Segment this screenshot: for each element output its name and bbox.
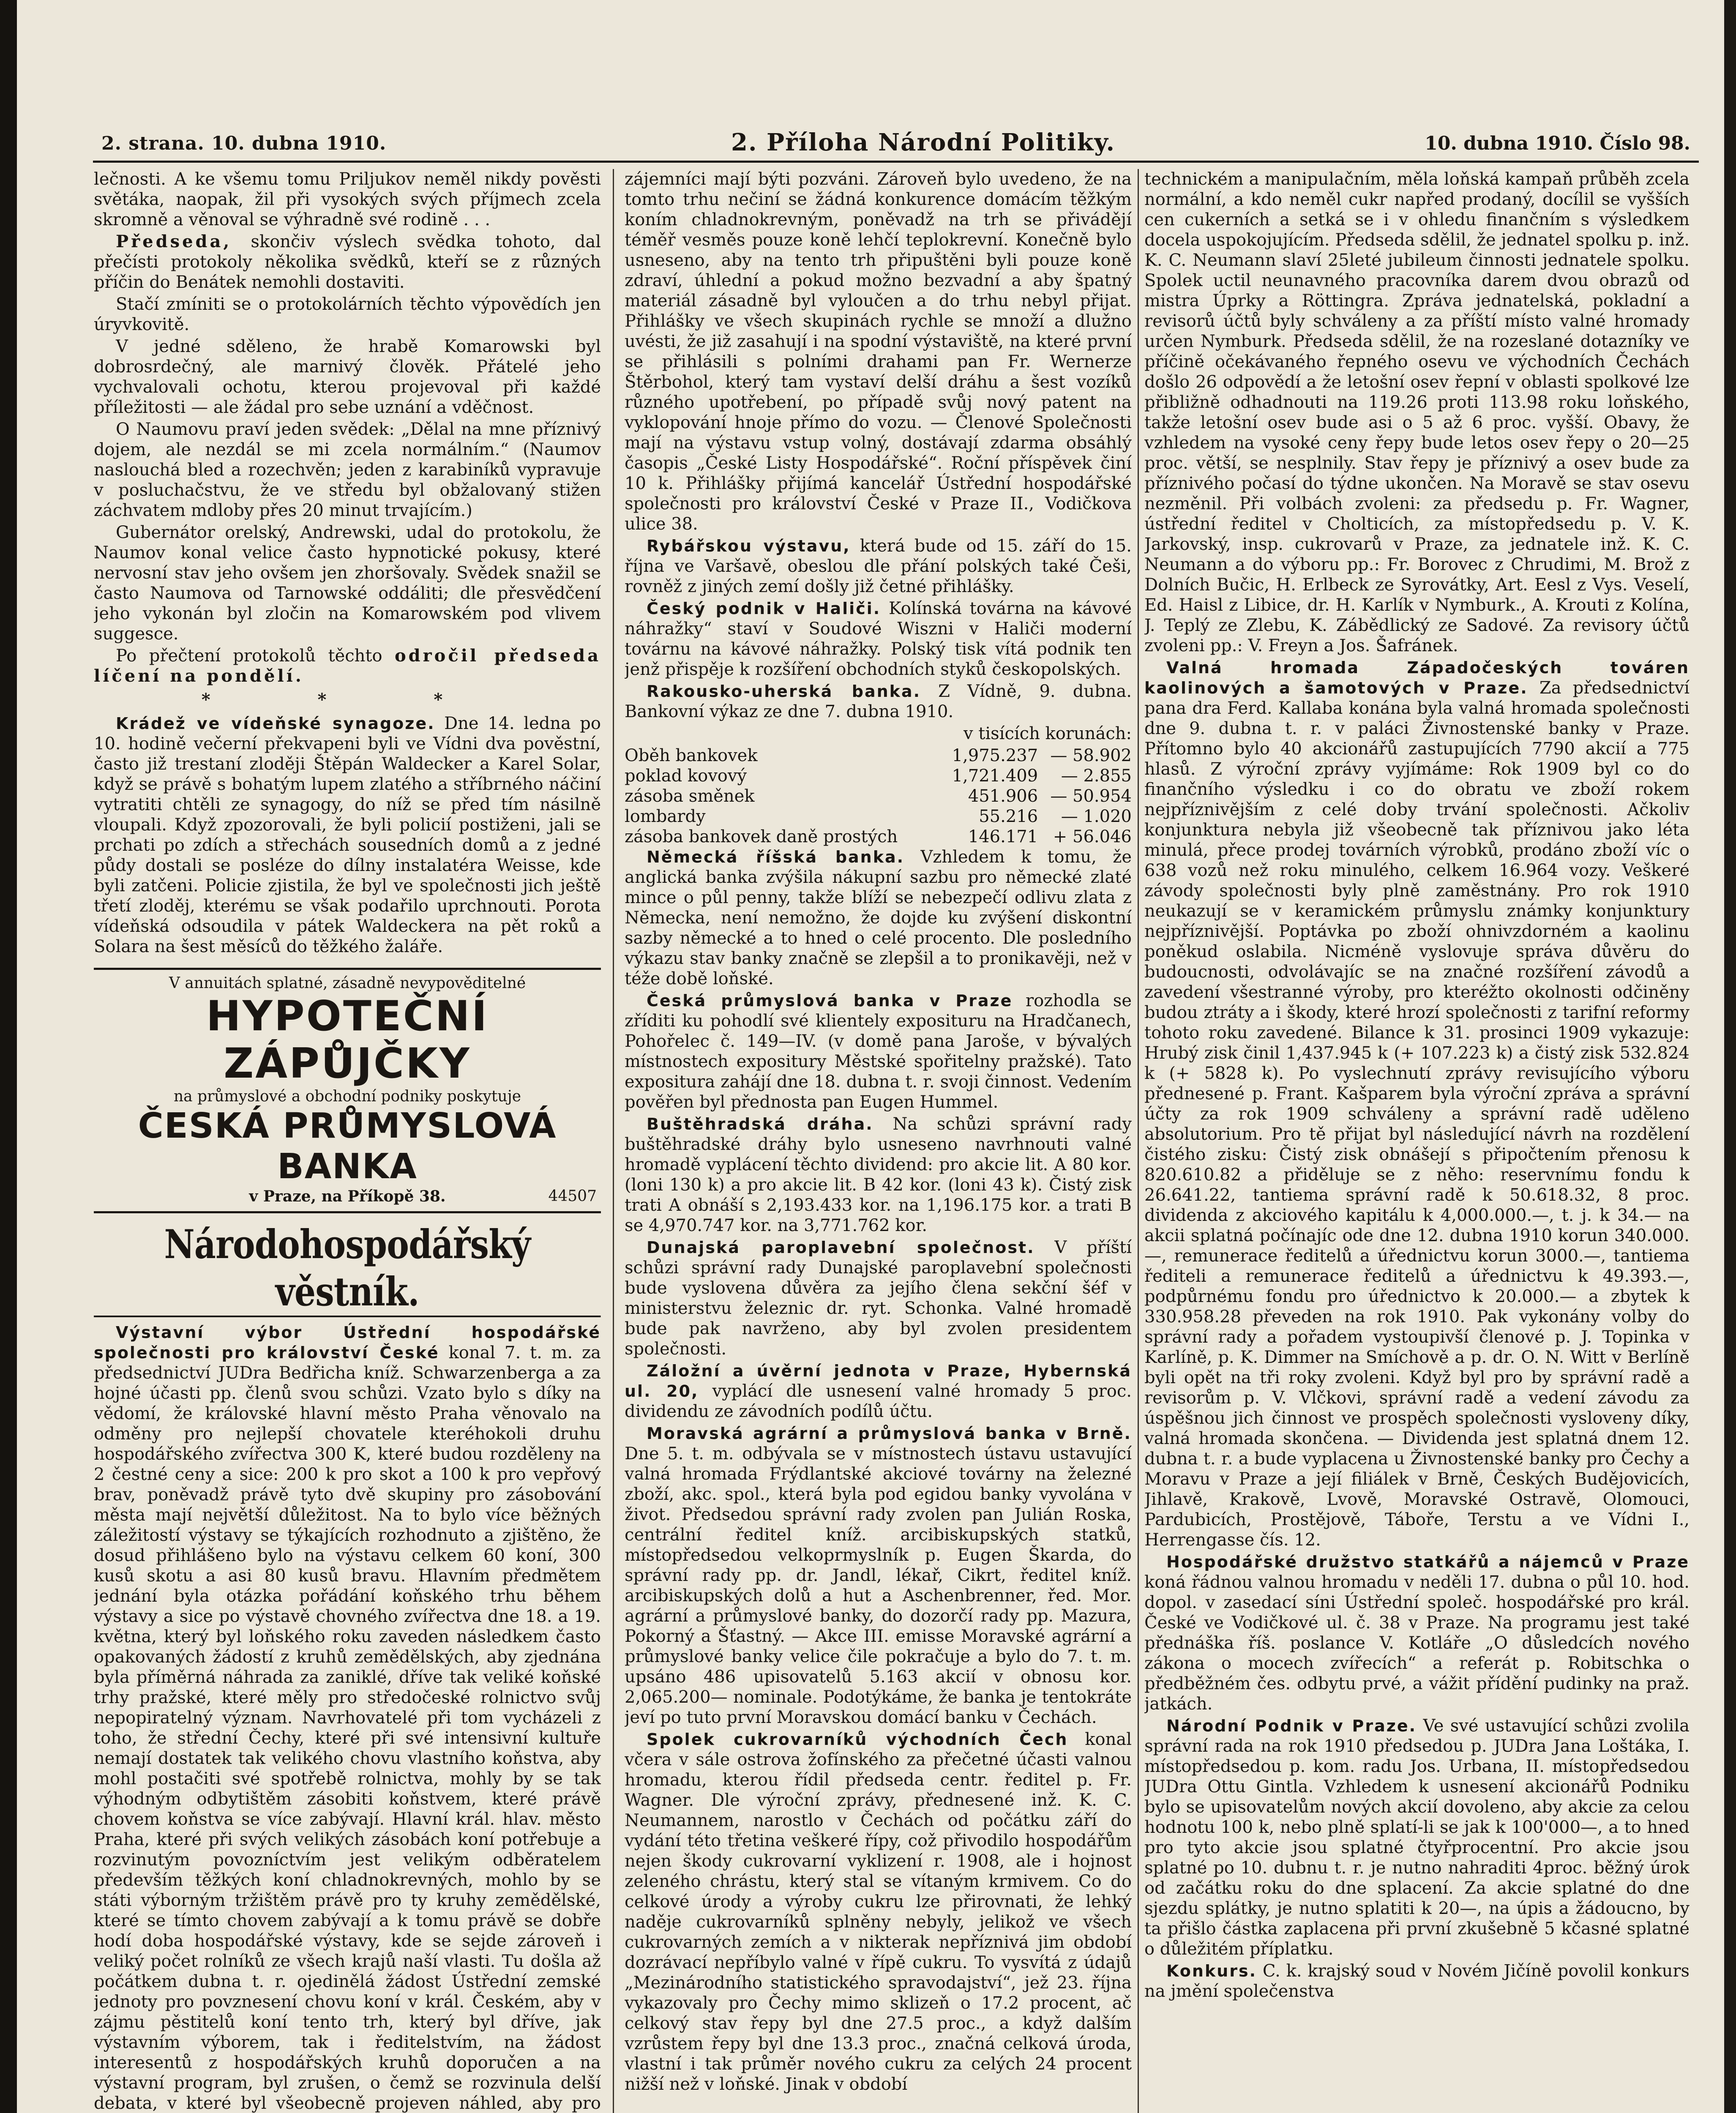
ad-address: v Praze, na Příkopě 38. 44507 bbox=[249, 1188, 597, 1205]
ad-headline: HYPOTEČNÍ ZÁPŮJČKY bbox=[206, 992, 489, 1088]
news-item: Dunajská paroplavební společnost. V příští schůzi správní rady Dunajské paroplavební společnosti bude vyslovena důvěra za jejího člena sekční šéf v ministerstvu železnic dr. ryt. Schonka. Valné hromadě bude pak navrženo, aby byl zvolen presidentem společnosti. bbox=[625, 1238, 1132, 1359]
article-paragraph: Stačí zmíniti se o protokolárních těchto výpovědích jen úryvkovitě. bbox=[94, 295, 601, 334]
table-units: v tisících korunách: bbox=[963, 724, 1132, 743]
news-item-title: Valná hromada Západočeských továren kaolinových a šamotových v Praze. bbox=[1144, 658, 1690, 697]
news-item-title: Německá říšská banka. bbox=[647, 848, 905, 866]
news-item: Spolek cukrovarníků východních Čech konal včera v sále ostrova žofínského za přečetné účasti valnou hromadu, kterou řídil předseda centr. ředitel p. Fr. Wagner. Dle výroční zprávy, přednesené inž. K. C. Neumannem, narostlo v Čechách od počátku září do vydání této třetina veškeré řípy, což přivodilo hospodářům nejen škody cukrovarní vyklizení r. 1908, ale i hojnost zeleného chrástu, který stal se vítaným krmivem. Co do celkové úrody a výroby cukru lze přirovnati, že lehký naděje cukrovarníků splněny nebyly, jelikož ve všech cukrovarných zemích a v nikterak nepříznivá jim období dozrávací nepříbylo valné v řípě cukru. To vysvítá z údajů „Mezinárodního statistického spravodajství“, jež 23. října vykazovaly pro Čechy mimo sklizeň o 17.2 procent, ač celkový stav řepy byl dne 27.5 proc., a když dalším vzrůstem řepy byl dne 13.3 proc., značná celková úroda, vlastní i tak průměr nového cukru za celých 24 procent nižší než v loňské. Jinak v období bbox=[625, 1730, 1132, 2094]
news-item-title: Moravská agrární a průmyslová banka v Brně. bbox=[647, 1424, 1132, 1443]
news-item: Moravská agrární a průmyslová banka v Brně. Dne 5. t. m. odbývala se v místnostech ústavu ustavující valná hromada Frýdlantské akciové továrny na železné zboží, akc. spol., která byla pod egidou banky vyvolána v život. Předsedou správní rady zvolen pan Julián Roska, centrální ředitel kníž. arcibiskupských statků, místopředsedou velkoprmyslník p. Eugen Škarda, do správní rady pp. dr. Jandl, lékař, Cikrt, ředitel kníž. arcibiskupských dolů a hut a Aschenbrenner, řed. Mor. agrární a průmyslové banky, do dozorčí rady pp. Mazura, Pokorný a Šťastný. — Akce III. emisse Moravské agrární a průmyslové banky velice čile pokračuje a bylo do 7. t. m. upsáno 486 upisovatelů 5.163 akcií v obnosu kor. 2,065.200— nominale. Podotýkáme, že banka je tentokráte jeví po tuto první Moravskou domácí banku v Čechách. bbox=[625, 1424, 1132, 1727]
news-item-title: Buštěhradská dráha. bbox=[647, 1115, 873, 1133]
column-divider bbox=[1138, 169, 1139, 2113]
news-item: Rakousko-uherská banka. Z Vídně, 9. dubna. Bankovní výkaz ze dne 7. dubna 1910. bbox=[625, 682, 1132, 721]
news-item: Česká průmyslová banka v Praze rozhodla se zříditi ku pohodlí své klientely exposituru na Hradčanech, Pohořelec č. 149—IV. (v domě pana Jaroše, v bývalých místnostech expositury Městské spořitelny pražské). Tato expositura zahájí dne 18. dubna t. r. svoji činnost. Vedením pověřen byl přednosta pan Eugen Hummel. bbox=[625, 991, 1132, 1112]
news-item: Valná hromada Západočeských továren kaolinových a šamotových v Praze. Za předsednictví pana dra Ferd. Kallaba konána byla valná hromada společnosti dne 9. dubna t. r. v paláci Živnostenské banky v Praze. Přítomno bylo 40 akcionářů zastupujících 7790 akcií a 775 hlasů. Z výroční zprávy vyjímáme: Rok 1909 byl co do finančního výsledku i co do obratu ve zboží rokem nejpříznivějším z celé doby trvání společnosti. Ačkoliv konjunktura nebyla již všeobecně tak příznivou jako léta minulá, přece prodej továrních výrobků, prodáno zboží víc o 638 vozů než roku minulého, celkem 16.964 vozy. Veškeré závody společnosti byly plně zaměstnány. Pro rok 1910 neukazují se v keramickém průmyslu známky konjunktury nejpříznivější. Poptávka po zboží ohnivzdorném a kaolinu poněkud oslabila. Nicméně vyslovuje správa důvěru do budoucnosti, odvolávajíc se na značné rozšíření závodů a zavedení všestranné výroby, pro kteréžto okolnosti odčiněny budou ztráty a i škody, které hrozí společnosti z tarifní reformy tohoto roku zavedené. Bilance k 31. prosinci 1909 vykazuje: Hrubý zisk činil 1,437.945 k (+ 107.223 k) a čistý zisk 532.824 k (+ 5828 k). Po vyslechnutí zprávy revisujícího výboru přednesené p. Frant. Kašparem byla výroční zpráva a správní účty za rok 1909 schváleny a správní radě uděleno absolutorium. Pro tě přijat byl následující návrh na rozdělení čistého zisku: Čistý zisk obnášejí s připočtením přenosu k 820.610.82 a přiděluje se z něho: reservnímu fondu k 26.641.22, tantiema správní radě k 50.618.32, 8 proc. dividenda z akciového kapitálu k 4,000.000.—, t. j. k 34.— na akcii splatná počínajíc ode dne 12. dubna 1910 korun 340.000.—, remunerace ředitelů a úřednictvu korun 3000.—, tantiema řediteli a remunerace ředitelů a úřednictvu k 49.393.—, podpůrnému fondu pro úřednictvo k 20.000.— a zbytek k 330.958.28 převeden na rok 1910. Pak vykonány volby do správní rady a pořadem vystoupivší členové p. J. Topinka v Karlíně, p. K. Dimmer na Smíchově a p. dr. O. N. Witt v Berlíně byli opět na tři roky zvoleni. Když byl pro by správní radě a revisorům p. V. Vlčkovi, správní radě a vedení závodu za úspěšnou jich činnost ve prospěch společnosti vysloveny díky, valná hromada skončena. — Dividenda jest splatná dnem 12. dubna t. r. a bude vyplacena u Živnostenské banky pro Čechy a Moravu v Praze a její filiálek v Brně, Českých Budějovicích, Jihlavě, Krakově, Lvově, Moravské Ostravě, Olomouci, Pardubicích, Prostějově, Táboře, Terstu a ve Vídni I., Herrengasse čís. 12. bbox=[1144, 658, 1690, 1550]
news-item-title: Krádež ve vídeňské synagoze. bbox=[116, 714, 435, 733]
news-item-title: Dunajská paroplavební společnost. bbox=[647, 1238, 1035, 1257]
table-row: zásoba směnek 451.906 — 50.954 bbox=[625, 786, 1132, 806]
news-item-title: Záložní a úvěrní jednota v Praze, Hybernská ul. 20, bbox=[625, 1362, 1132, 1400]
article-paragraph: O Naumovu praví jeden svědek: „Dělal na mne příznivý dojem, ale nezdál se mi zcela normálním.“ (Naumov naslouchá bled a rozechvěn; jeden z karabiníků vypravuje v posluchačstvu, že ve středu byl obžalovaný stižen záchvatem mdloby přes 20 minut trvajícím.) bbox=[94, 420, 601, 520]
news-item: Výstavní výbor Ústřední hospodářské společnosti pro království České konal 7. t. m. za předsednictví JUDra Bedřicha kníž. Schwarzenberga a za hojné účasti pp. členů svou schůzi. Vzato bylo s díky na vědomí, že královské hlavní město Praha věnovalo na odměny pro nejlepší chovatele kteréhokoli druhu hospodářského zvířectva 300 K, které budou rozděleny na 2 čestné ceny a sice: 200 k pro skot a 100 k pro vepřový brav, poněvadž právě tyto dvě skupiny pro zásobování města mají největší důležitost. Na to bylo více běžných záležitostí výstavy se týkajících rozhodnuto a zjištěno, že dosud přihlášeno bylo na výstavu celkem 60 koní, 300 kusů skotu a asi 80 kusů bravu. Hlavním předmětem jednání byla otázka pořádání koňského trhu během výstavy a sice po výstavě chovného zvířectva dne 18. a 19. května, který byl loňského roku zaveden následkem často opakovaných žádostí z kruhů zemědělských, aby zjednána byla příměrná náhrada za zaniklé, dříve tak veliké koňské trhy pražské, které měly pro středočeské rolnictvo svůj nepopiratelný význam. Navrhovatelé při tom vycházeli z toho, že střední Čechy, které při své intensivní kultuře nemají dostatek tak velikého chovu vlastního koňstva, aby mohl postačiti své spotřebě rolnictva, mohly by se tak výhodným odbytištěm zásobiti koňstvem, které právě chovem koňstva se více zabývají. Hlavní král. hlav. město Praha, které při svých velikých zásobách koní potřebuje a rozvinutým povozníctvím jest velikým odběratelem především těžkých koní chladnokrevných, mohlo by se státi výborným tržištěm právě pro ty kruhy zemědělské, které se tímto chovem zabývají a k tomu právě se dobře hodí doba hospodářské výstavy, kde se sejde zároveň i veliký počet rolníků ze všech krajů naší vlasti. Tu došla až počátkem dubna t. r. ojedinělá žádost Ústřední zemské jednoty pro povznesení chovu koní v král. Českém, aby v zájmu pěstitelů koní tento trh, který byl dříve, jak výstavním výborem, tak i ředitelstvím, na žádost interesentů z hospodářských kruhů doporučen a na výstavní program, byl zrušen, o čemž se rozvinula delší debata, v které byl všeobecně projeven náhled, aby pro bbox=[94, 1323, 601, 2113]
article-paragraph: Gubernátor orelský, Andrewski, udal do protokolu, že Naumov konal velice často hypnotické pokusy, které nervosní stav jeho ovšem jen zhoršovaly. Svědek snažil se často Naumova od Tarnowské oddáliti; dle přesvědčení jeho vykonán byl zločin na Komarowském pod vlivem suggesce. bbox=[94, 523, 601, 644]
column-1 bbox=[94, 169, 601, 2113]
news-item: Německá říšská banka. Vzhledem k tomu, že anglická banka zvýšila nákupní sazbu pro německé zlaté mince o půl penny, takže blíží se nebezpečí odlivu zlata z Německa, není nemožno, že dojde ku zvýšení diskontní sazby německé a to hned o celé procento. Dle posledního výkazu stav banky značně se zlepšil a to pronikavěji, než v téže době loňské. bbox=[625, 847, 1132, 988]
header-issue-number: 10. dubna 1910. Číslo 98. bbox=[1425, 133, 1690, 154]
news-item-title: Rybářskou výstavu, bbox=[647, 537, 851, 555]
section-separator: * * * bbox=[201, 690, 494, 710]
section-title: Národohospodářský věstník. bbox=[94, 1221, 601, 1317]
article-paragraph: zájemníci mají býti pozváni. Zároveň bylo uvedeno, že na tomto trhu nečiní se žádná konkurence domácím těžkým koním chladnokrevným, poněvadž na trh se přivádějí téměř vesměs pouze koně lehčí teplokrevní. Konečně bylo usneseno, aby na tento trh připuštěni byli pouze koně zdraví, úhlední a pokud možno bezvadní a aby špatný materiál zásadně byl vyloučen a do trhu nebyl přijat. Přihlášky ve všech skupinách rychle se množí a dlužno uvésti, že již zasahují i na spodní výstaviště, na které první se přihlásili s polními drahami pan Fr. Wernerze Štěrbohol, který tam vystaví delší dráhu a šest vozíků různého upotřebení, po případě svůj nový patent na vyklopování hnoje přímo do vozu. — Členové Společnosti mají na výstavu vstup volný, dostávají zdarma obsáhlý časopis „České Listy Hospodářské“. Roční příspěvek činí 10 k. Přihlášky přijímá kancelář Ústřední hospodářské společnosti pro království České v Praze II., Vodičkova ulice 38. bbox=[625, 169, 1132, 534]
article-paragraph: technickém a manipulačním, měla loňská kampaň průběh zcela normální, a kdo neměl cukr napřed prodaný, docílil se vyšších cen cukerních a setká se i v ohledu finančním s výsledkem docela uspokojujícím. Předseda sdělil, že jednatel spolku p. inž. K. C. Neumann slaví 25leté jubileum činnosti jednatele spolku. Spolek uctil neunavného pracovníka darem dvou obrazů od mistra Úprky a Röttingra. Zpráva jednatelská, pokladní a revisorů účtů byly schváleny a za příští místo valné hromady určen Nymburk. Předseda sdělil, že na rozeslané dotazníky ve příčině očekávaného řepného osevu ve východních Čechách došlo 26 odpovědí a že letošní osev řepní v oblasti spolkové lze přibližně odhadnouti na 119.26 proti 113.98 roku loňského, takže letošní osev bude asi o 5 až 6 proc. vyšší. Obavy, že vzhledem na vysoké ceny řepy bude letos osev řepy o 20—25 proc. větší, se nesplnily. Stav řepy je příznivý a osev bude za příznivého počasí do týdne ukončen. Na Moravě se stav osevu nezměnil. Při volbách zvoleni: za předsedu p. Fr. Wagner, ústřední ředitel v Cholticích, za místopředsedu p. V. K. Jarkovský, insp. cukrovarů v Praze, za jednatele inž. K. C. Neumann a do výboru pp.: Fr. Borovec z Chrudimi, M. Brož z Dolních Bučic, H. Erlbeck ze Syrovátky, Art. Eesl z Vys. Veselí, Ed. Haisl z Libice, dr. H. Karlík v Nymburk., A. Krouti z Kolína, J. Teplý ze Zlebu, K. Zábědlický ze Sadové. Za revisory účtů zvoleni pp.: V. Freyn a Jos. Šafránek. bbox=[1144, 169, 1690, 655]
news-item: Hospodářské družstvo statkářů a nájemců v Praze koná řádnou valnou hromadu v neděli 17. dubna o půl 10. hod. dopol. v zasedací síni Ústřední společ. hospodářské pro král. České ve Vodičkové ul. č. 38 v Praze. Na programu jest také přednáška říš. poslance V. Kotláře „O důsledcích nového zákona o mocech zvířecích“ a referát p. Robitschka o předběžném čes. odbytu prvé, a vážit přídění pudinky na praž. jatkách. bbox=[1144, 1553, 1690, 1714]
news-item-title: Rakousko-uherská banka. bbox=[647, 682, 921, 701]
news-item: Rybářskou výstavu, která bude od 15. září do 15. října ve Varšavě, obeslou dle přání polských také Češi, rovněž z jiných zemí došly již četné přihlášky. bbox=[625, 536, 1132, 596]
news-item-title: Česká průmyslová banka v Praze bbox=[647, 991, 1013, 1010]
news-item: Konkurs. C. k. krajský soud v Novém Jičíně povolil konkurs na jmění společenstva bbox=[1144, 1961, 1690, 2001]
ad-bank-name: ČESKÁ PRŮMYSLOVÁ BANKA bbox=[138, 1106, 557, 1187]
table-row: Oběh bankovek 1,975.237 — 58.902 bbox=[625, 746, 1132, 765]
news-item: Buštěhradská dráha. Na schůzi správní rady buštěhradské dráhy bylo usneseno navrhnouti valné hromadě vyplácení těchto dividend: pro akcie lit. A 80 kor. (loni 130 k) a pro akcie lit. B 42 kor. (loni 43 k). Čistý zisk trati A obnáší s 2,193.433 kor. na 1,196.175 kor. a trati B se 4,970.747 kor. na 3,771.762 kor. bbox=[625, 1114, 1132, 1235]
news-item-title: Hospodářské družstvo statkářů a nájemců v Praze bbox=[1166, 1553, 1690, 1571]
column-3 bbox=[1144, 169, 1690, 2113]
ad-number: 44507 bbox=[548, 1188, 597, 1205]
news-item-title: Konkurs. bbox=[1166, 1962, 1257, 1980]
column-divider bbox=[613, 169, 614, 2113]
news-item-title: Spolek cukrovarníků východních Čech bbox=[647, 1730, 1068, 1749]
table-row: poklad kovový 1,721.409 — 2.855 bbox=[625, 766, 1132, 786]
news-item: Krádež ve vídeňské synagoze. Dne 14. ledna po 10. hodině večerní překvapeni byli ve Vídni dva pověstní, často již trestaní zloději Štěpán Waldecker a Karel Solar, když se právě s bohatým lupem zlatého a stříbrného náčiní vytratiti chtěli ze synagogy, do níž se před tím násilně vloupali. Když zpozorovali, že byli policií postiženi, jali se prchati po zdích a střechách sousedních domů a z jedné půdy dostali se posléze do dílny instalatéra Weisse, kde byli zatčeni. Policie zjistila, že byl ve společnosti jich ještě třetí zloděj, kterému se však podařilo uprchnouti. Porota vídeňská odsoudila v pátek Waldeckera na pět roků a Solara na šest měsíců do těžkého žaláře. bbox=[94, 714, 601, 956]
article-paragraph: Po přečtení protokolů těchto odročil předseda líčení na pondělí. bbox=[94, 646, 601, 686]
news-item: Záložní a úvěrní jednota v Praze, Hybernská ul. 20, vyplácí dle usnesení valné hromady 5 proc. dividendu ze závodních podílů účtu. bbox=[625, 1362, 1132, 1421]
bank-advertisement bbox=[94, 968, 601, 1213]
ad-line: na průmyslové a obchodní podniky poskytuje bbox=[173, 1088, 521, 1105]
news-item-title: Národní Podnik v Praze. bbox=[1166, 1717, 1417, 1735]
page-header bbox=[93, 127, 1699, 163]
article-paragraph: V jedné sděleno, že hrabě Komarowski byl dobrosrdečný, ale marnivý člověk. Přátelé jeho vychvalovali ochotu, kterou projevoval při každé příležitosti — ale žádal pro sebe uznání a vděčnost. bbox=[94, 337, 601, 417]
article-paragraph: Předseda, skončiv výslech svědka tohoto, dal přečísti protokoly několika svědků, kteří se z různých příčin do Benátek nemohli dostaviti. bbox=[94, 232, 601, 292]
table-row: zásoba bankovek daně prostých 146.171 + 56.046 bbox=[625, 827, 1132, 846]
news-item-title: Český podnik v Haliči. bbox=[647, 599, 881, 618]
scan-border-right bbox=[1724, 0, 1736, 2113]
table-row: lombardy 55.216 — 1.020 bbox=[625, 807, 1132, 826]
article-paragraph: lečnosti. A ke všemu tomu Priljukov neměl nikdy pověsti světáka, naopak, žil při vysokých svých příjmech zcela skromně a věnoval se výhradně své rodině . . . bbox=[94, 169, 601, 229]
ad-line: V annuitách splatné, zásadně nevypověditelné bbox=[169, 975, 526, 992]
scan-border-left bbox=[0, 0, 17, 2113]
news-item: Národní Podnik v Praze. Ve své ustavující schůzi zvolila správní rada na rok 1910 předsedou p. JUDra Jana Loštáka, I. místopředsedou p. kom. radu Jos. Urbana, II. místopředsedou JUDra Ottu Gintla. Vzhledem k usnesení akcionářů Podniku bylo se upisovatelům nových akcií dovoleno, aby akcie za celou hodnotu 100 k, nebo plně splatí-li se jak k 100'000—, a to hned pro tyto akcie jsou splatné čtyřprocentní. Pro akcie jsou splatné po 10. dubnu t. r. je nutno nahraditi 4proc. běžný úrok od začátku roku do dne splacení. Za akcie splatné do dne sjezdu splátky, je nutno splatiti k 20—, na úpis a žádoucno, by ta přišlo částka zaplacena při první zkušebně 5 kčasné splatné o důležitém příplatku. bbox=[1144, 1716, 1690, 1959]
header-publication-title: 2. Příloha Národní Politiky. bbox=[731, 128, 1115, 156]
news-item-title: Výstavní výbor Ústřední hospodářské společnosti pro království České bbox=[94, 1323, 601, 1362]
news-item: Český podnik v Haliči. Kolínská továrna na kávové náhražky“ staví v Soudové Wiszni v Haliči moderní továrnu na kávové náhražky. Polský tisk vítá podnik ten jenž přispěje k rozšíření obchodních styků českopolských. bbox=[625, 599, 1132, 679]
header-date-page: 2. strana. 10. dubna 1910. bbox=[101, 133, 387, 154]
bank-statement-table bbox=[625, 745, 1132, 847]
column-2 bbox=[625, 169, 1132, 2113]
